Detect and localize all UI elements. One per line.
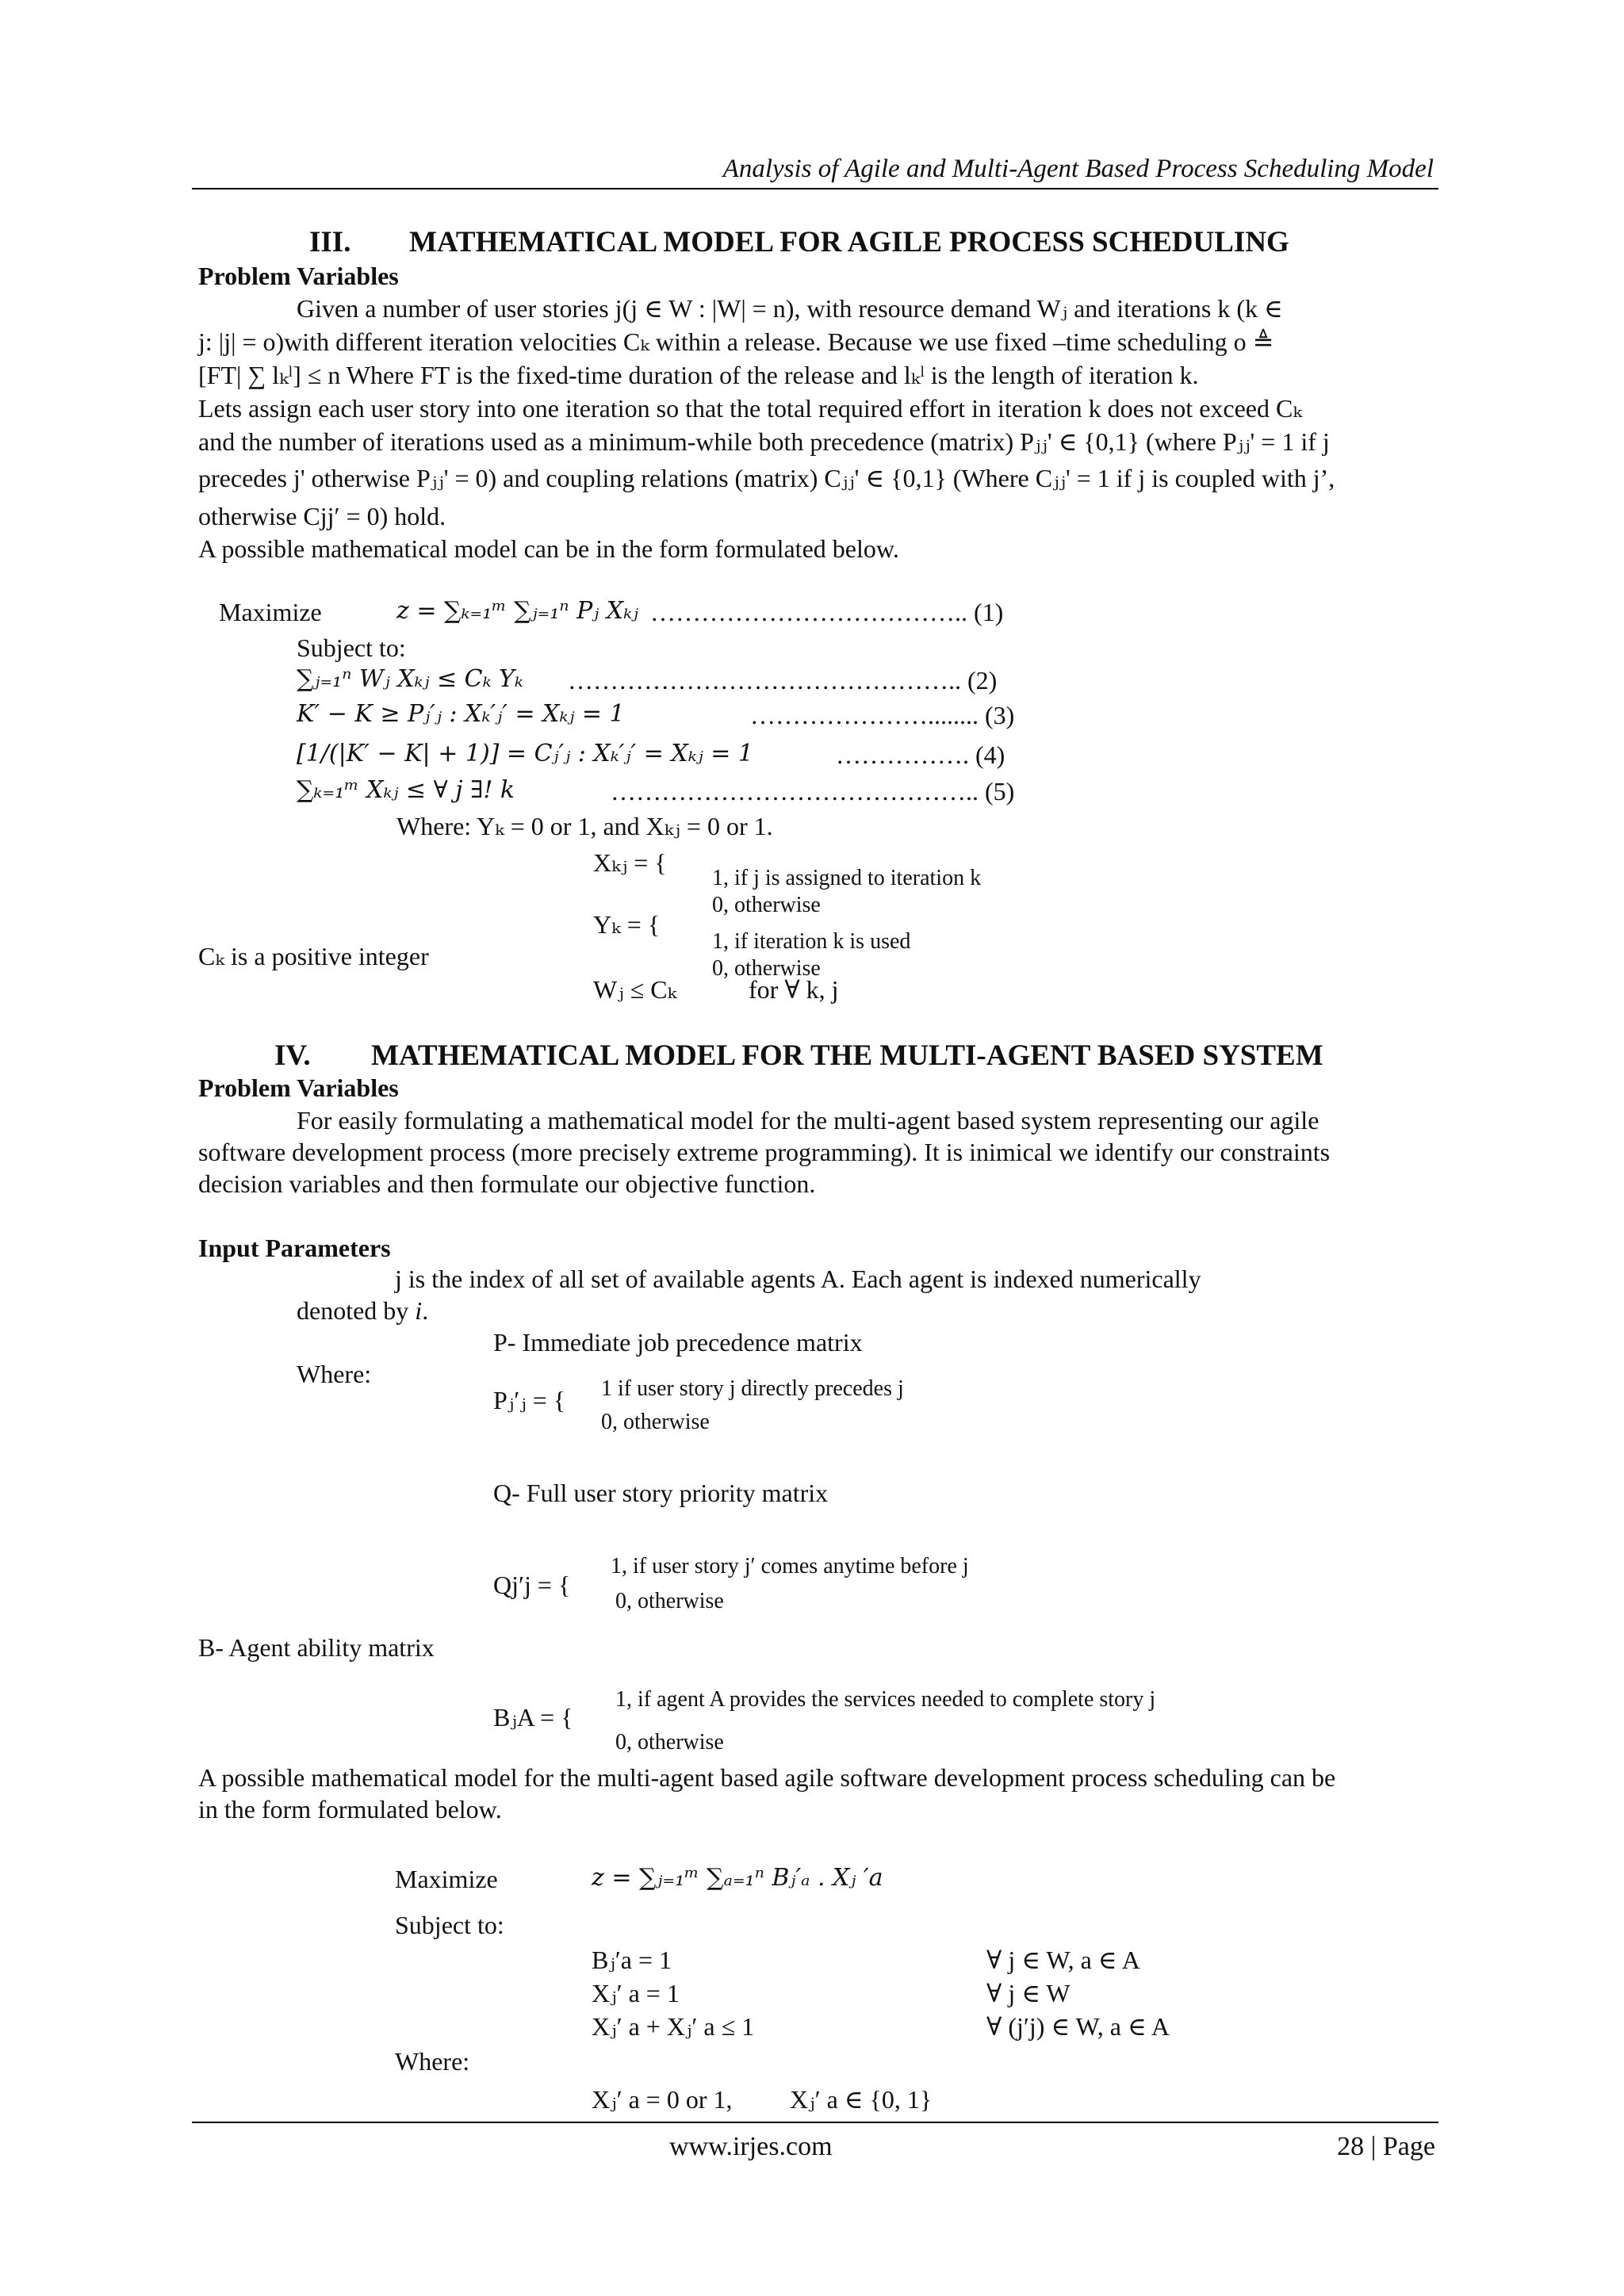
footer-url: www.irjes.com	[669, 2132, 833, 2161]
s4-maximize-label: Maximize	[395, 1865, 498, 1893]
s3-para1-line2: j: |j| = o)with different iteration velocities Cₖ within a release. Because we use fixed –time scheduling o ≜	[198, 327, 1274, 356]
s3-para3: A possible mathematical model can be in the form formulated below.	[198, 534, 899, 563]
s3-para2-line1: Lets assign each user story into one iteration so that the total required effort in iteration k does not exceed Cₖ	[198, 394, 1303, 423]
p-matrix-case0: 0, otherwise	[601, 1410, 710, 1434]
p-matrix-title: P- Immediate job precedence matrix	[493, 1328, 863, 1357]
s4-domain-a: Xⱼ′ a = 0 or 1,	[592, 2085, 733, 2114]
s4-constraint-3-quantifier: ∀ (j′j) ∈ W, a ∈ A	[986, 2012, 1170, 2041]
s4-constraint-2: Xⱼ′ a = 1	[592, 1979, 680, 2007]
b-matrix-label: BⱼA = {	[493, 1703, 573, 1732]
s4-para1-line1: For easily formulating a mathematical model for the multi-agent based system representing our agile	[297, 1106, 1320, 1135]
s3-yk-case1: 1, if iteration k is used	[712, 929, 911, 954]
s3-para1-line1: Given a number of user stories j(j ∈ W : |W| = n), with resource demand Wⱼ and iterations k (k ∈	[297, 294, 1283, 323]
s4-where-label: Where:	[297, 1360, 372, 1388]
input-parameters-heading: Input Parameters	[198, 1234, 391, 1262]
running-header: Analysis of Agile and Multi-Agent Based Process Scheduling Model	[722, 155, 1434, 183]
header-rule	[192, 188, 1438, 189]
p-matrix-case1: 1 if user story j directly precedes j	[601, 1376, 904, 1401]
section-4-subheading: Problem Variables	[198, 1073, 399, 1102]
s4-para1-line2: software development process (more precisely extreme programming). It is inimical we identify our constraints	[198, 1138, 1331, 1166]
q-matrix-case0: 0, otherwise	[615, 1589, 724, 1613]
s3-subject-to: Subject to:	[297, 633, 406, 662]
s4-constraint-1-quantifier: ∀ j ∈ W, a ∈ A	[986, 1946, 1140, 1974]
s3-maximize-label: Maximize	[219, 598, 322, 626]
s3-eq2-ref: ……………………………………….. (2)	[568, 666, 998, 695]
q-matrix-title: Q- Full user story priority matrix	[493, 1479, 829, 1507]
s4-objective: z = ∑ⱼ₌₁ᵐ ∑ₐ₌₁ⁿ Bⱼ′ₐ . Xⱼ ′a	[592, 1864, 883, 1892]
section-4-number: IV.	[274, 1039, 311, 1072]
s3-constraint-4: [1/(|K′ − K| + 1)] = Cⱼ′ⱼ : Xₖ′ⱼ′ = Xₖⱼ = 1	[297, 740, 753, 767]
section-3-number: III.	[309, 226, 351, 258]
footer-page-number: 28 | Page	[1337, 2132, 1435, 2161]
s3-xkj-case1: 1, if j is assigned to iteration k	[712, 866, 982, 890]
s3-xkj-case0: 0, otherwise	[712, 893, 821, 917]
s4-para2-line2: in the form formulated below.	[198, 1795, 502, 1823]
s3-constraint-5: ∑ₖ₌₁ᵐ Xₖⱼ ≤ ∀ j ∃! k	[297, 776, 515, 804]
s3-ck-note: Cₖ is a positive integer	[198, 942, 429, 970]
s3-eq3-ref: …………………........ (3)	[750, 701, 1015, 729]
b-matrix-case1: 1, if agent A provides the services needed to complete story j	[615, 1687, 1156, 1712]
s4-constraint-2-quantifier: ∀ j ∈ W	[986, 1979, 1071, 2007]
s3-wj-line: Wⱼ ≤ Cₖ	[593, 975, 677, 1004]
s3-constraint-3: K′ − K ≥ Pⱼ′ⱼ : Xₖ′ⱼ′ = Xₖⱼ = 1	[297, 700, 625, 728]
s3-objective: z = ∑ₖ₌₁ᵐ ∑ⱼ₌₁ⁿ Pⱼ Xₖⱼ	[396, 597, 638, 625]
section-3-title: MATHEMATICAL MODEL FOR AGILE PROCESS SCHEDULING	[409, 226, 1289, 258]
s4-constraint-3: Xⱼ′ a + Xⱼ′ a ≤ 1	[592, 2012, 755, 2041]
s3-para2-line4: otherwise Cjj′ = 0) hold.	[198, 502, 446, 530]
section-4-title: MATHEMATICAL MODEL FOR THE MULTI-AGENT BASED SYSTEM	[371, 1039, 1323, 1072]
q-matrix-label: Qj′j = {	[493, 1571, 571, 1599]
footer-rule	[192, 2122, 1438, 2123]
s3-yk-label: Yₖ = {	[593, 910, 661, 939]
s3-para1-line3: [FT| ∑ lₖˡ] ≤ n Where FT is the fixed-time duration of the release and lₖˡ is the length of iteration k.	[198, 361, 1199, 389]
s4-para2-line1: A possible mathematical model for the multi-agent based agile software development process scheduling can be	[198, 1763, 1336, 1792]
b-matrix-case0: 0, otherwise	[615, 1730, 724, 1755]
section-3-subheading: Problem Variables	[198, 262, 399, 290]
s3-eq4-ref: ……………. (4)	[836, 740, 1005, 769]
q-matrix-case1: 1, if user story j′ comes anytime before j	[611, 1554, 969, 1578]
s3-para2-line3: precedes j' otherwise Pⱼⱼ' = 0) and coupling relations (matrix) Cⱼⱼ' ∈ {0,1} (Where Cⱼⱼ' = 1 if j is coupled with j’,	[198, 464, 1335, 492]
s4-constraint-1: Bⱼ′a = 1	[592, 1946, 672, 1974]
s3-para2-line2: and the number of iterations used as a minimum-while both precedence (matrix) Pⱼⱼ' ∈ {0,1} (where Pⱼⱼ' = 1 if j	[198, 427, 1330, 456]
s4-ip-line1: j is the index of all set of available agents A. Each agent is indexed numerically	[395, 1265, 1201, 1293]
s3-eq5-ref: …………………………………….. (5)	[611, 777, 1015, 806]
s4-ip-line2: denoted by i.	[297, 1296, 429, 1325]
s3-where-line: Where: Yₖ = 0 or 1, and Xₖⱼ = 0 or 1.	[396, 812, 773, 840]
s4-where-label-2: Where:	[395, 2047, 470, 2076]
s4-para1-line3: decision variables and then formulate our objective function.	[198, 1169, 816, 1198]
s3-constraint-2: ∑ⱼ₌₁ⁿ Wⱼ Xₖⱼ ≤ Cₖ Yₖ	[297, 665, 523, 693]
s3-yk-case0: 0, otherwise	[712, 956, 821, 981]
s3-wj-forall: for ∀ k, j	[749, 975, 839, 1004]
s3-eq1-ref: ……………………………….. (1)	[650, 598, 1004, 626]
b-matrix-title: B- Agent ability matrix	[198, 1633, 435, 1662]
s4-domain-b: Xⱼ′ a ∈ {0, 1}	[790, 2085, 933, 2114]
s3-xkj-label: Xₖⱼ = {	[593, 848, 667, 877]
p-matrix-label: Pⱼ′ⱼ = {	[493, 1386, 566, 1414]
s4-subject-to: Subject to:	[395, 1911, 504, 1939]
